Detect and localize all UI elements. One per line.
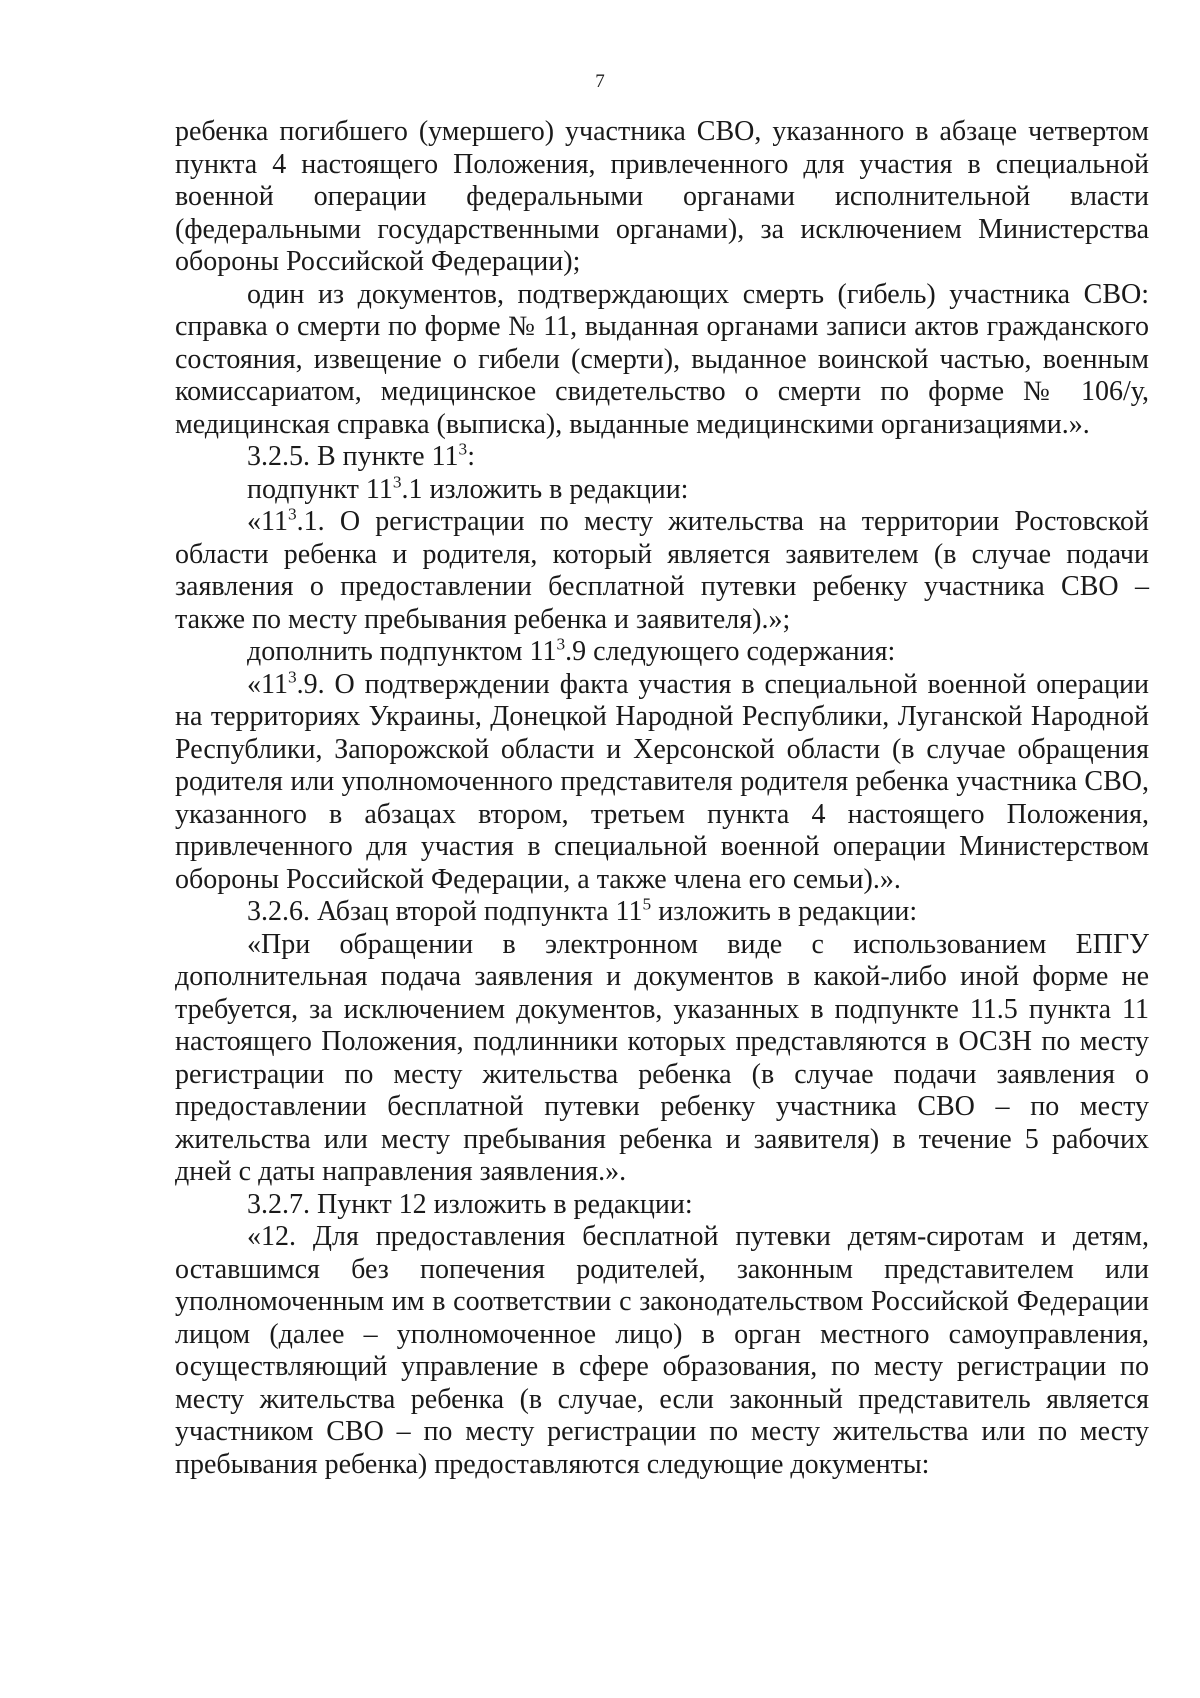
paragraph-4 — [175, 471, 1149, 507]
paragraph-3 — [175, 441, 1149, 474]
paragraph-4-superscript: 3 — [392, 471, 402, 491]
paragraph-5-text: «11 — [247, 506, 288, 537]
paragraph-9: «При обращении в электронном виде с использованием ЕПГУ дополнительная подача заявления и документов в какой-либо иной форме не требуется, за исключением документов, указанных в подпункте 11.5 пункта 11 настоящего Положения, подлинники которых представляются в ОСЗН по месту регистрации по месту жительства ребенка (в случае подачи заявления о предоставлении бесплатной путевки ребенку участника СВО – по месту жительства или месту пребывания ребенка и заявителя) в течение 5 рабочих дней с даты направления заявления.». — [175, 928, 1149, 1187]
paragraph-7 — [175, 666, 1149, 897]
paragraph-7-text: «11 — [247, 668, 288, 700]
paragraph-5 — [175, 506, 1149, 636]
paragraph-6-superscript: 3 — [556, 634, 566, 654]
paragraph-3-superscript: 3 — [458, 439, 468, 459]
paragraph-11: «12. Для предоставления бесплатной путевки детям-сиротам и детям, оставшимся без попечения родителей, законным представителем или уполномоченным им в соответствии с законодательством Российской Федерации лицом (далее – уполномоченное лицо) в орган местного самоуправления, осуществляющий управление в сфере образования, по месту регистрации по месту жительства ребенка (в случае, если законный представитель является участником СВО – по месту регистрации по месту жительства или по месту пребывания ребенка) предоставляются следующие документы: — [175, 1221, 1149, 1480]
page-number: 7 — [595, 71, 605, 92]
paragraph-6-text-end: .9 следующего содержания: — [565, 636, 896, 667]
paragraph-8-text: 3.2.6. Абзац второй подпункта 11 — [247, 896, 643, 927]
paragraph-10: 3.2.7. Пункт 12 изложить в редакции: — [247, 1188, 693, 1220]
paragraph-7-superscript: 3 — [287, 666, 297, 686]
paragraph-6-text: дополнить подпунктом 11 — [247, 636, 557, 667]
paragraph-8-text-end: изложить в редакции: — [651, 896, 918, 927]
paragraph-8-superscript: 5 — [642, 894, 652, 914]
paragraph-5-text-end: .1. О регистрации по месту жительства на территории Ростовской области ребенка и родителя, который является заявителем (в случае подачи заявления о предоставлении бесплатной путевки ребенку участника СВО – также по месту пребывания ребенка и заявителя).»; — [175, 506, 1149, 635]
paragraph-8 — [175, 896, 1149, 929]
paragraph-2: один из документов, подтверждающих смерть (гибель) участника СВО: справка о смерти по форме № 11, выданная органами записи актов гражданского состояния, извещение о гибели (смерти), выданное воинской частью, военным комиссариатом, медицинское свидетельство о смерти по форме № 106/у, медицинская справка (выписка), выданные медицинскими организациями.». — [175, 278, 1149, 440]
document-body — [175, 116, 1149, 1481]
paragraph-3-text-end: : — [467, 441, 475, 472]
paragraph-1: ребенка погибшего (умершего) участника СВО, указанного в абзаце четвертом пункта 4 настоящего Положения, привлеченного для участия в специальной военной операции федеральными органами исполнительной власти (федеральными государственными органами), за исключением Министерства обороны Российской Федерации); — [175, 116, 1149, 277]
paragraph-5-superscript: 3 — [287, 504, 297, 524]
paragraph-4-text: подпункт 11 — [247, 473, 393, 505]
paragraph-4-text-end: .1 изложить в редакции: — [401, 473, 689, 505]
paragraph-6 — [175, 636, 1149, 669]
paragraph-7-text-end: .9. О подтверждении факта участия в специальной военной операции на территориях Украины, Донецкой Народной Республики, Луганской Народной Республики, Запорожской области и Херсонской области (в случае обращения родителя или уполномоченного представителя родителя ребенка участника СВО, указанного в абзацах втором, третьем пункта 4 настоящего Положения, привлеченного для участия в специальной военной операции Министерством обороны Российской Федерации, а также члена его семьи).». — [175, 668, 1149, 895]
paragraph-3-text: 3.2.5. В пункте 11 — [247, 441, 459, 472]
